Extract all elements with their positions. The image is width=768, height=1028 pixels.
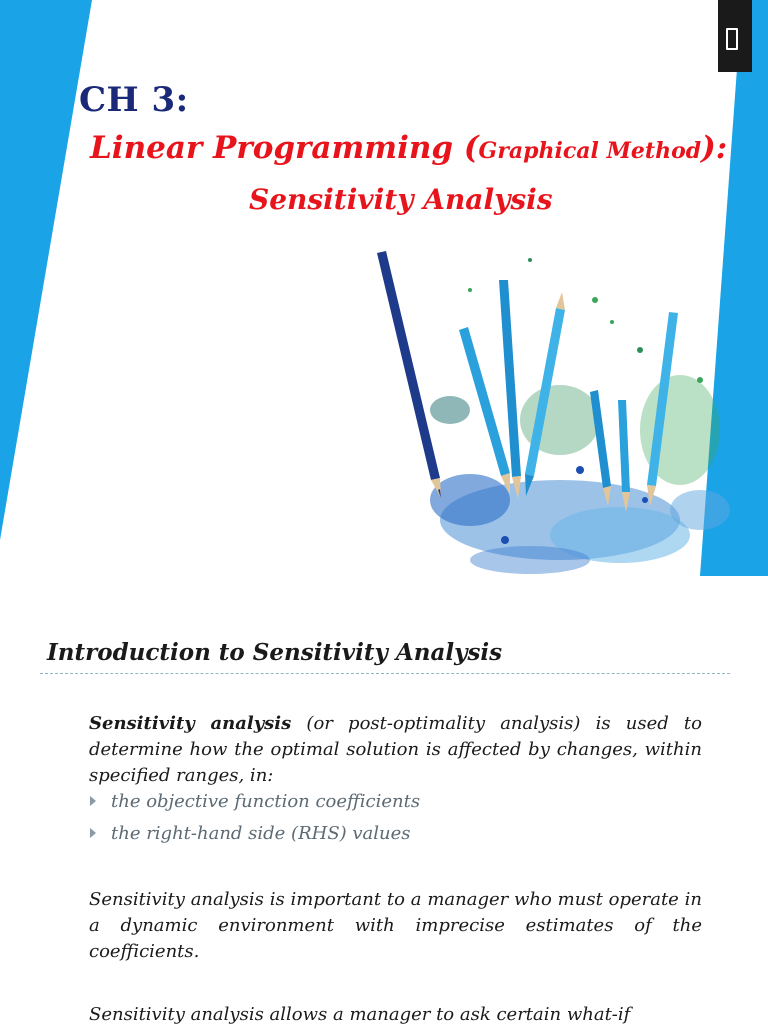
- bullet-list: [89, 791, 420, 855]
- bullet-arrow-icon: [90, 828, 96, 838]
- title-paren-open: (: [463, 130, 479, 166]
- pencil-shavings-image: [430, 258, 730, 574]
- bullet-text: the right-hand side (RHS) values: [111, 823, 411, 844]
- heading-divider: [40, 673, 730, 674]
- slide-corner-marker: [718, 0, 752, 72]
- paragraph-definition: [89, 711, 702, 789]
- right-blue-band: [700, 0, 768, 576]
- blue-pencils-image: [377, 251, 678, 512]
- corner-glyph-icon: [726, 28, 738, 50]
- list-item: [89, 791, 420, 823]
- slide-title: [90, 130, 727, 166]
- title-paren-text: Graphical Method: [478, 138, 702, 164]
- section-heading: Introduction to Sensitivity Analysis: [47, 639, 503, 666]
- term-bold: Sensitivity analysis: [89, 713, 292, 734]
- chapter-label: CH 3:: [79, 80, 189, 120]
- slide-subtitle: Sensitivity Analysis: [249, 183, 553, 216]
- list-item: [89, 823, 420, 855]
- definition-text: (or post-optimality analysis) is used to determine how the optimal solution is affected by changes, within specified ranges, in:: [89, 713, 702, 786]
- bullet-arrow-icon: [90, 796, 96, 806]
- content-slide: [0, 576, 768, 1024]
- paragraph-importance: Sensitivity analysis is important to a manager who must operate in a dynamic environment with imprecise estimates of the coefficients.: [89, 889, 702, 962]
- title-main-text: Linear Programming: [90, 130, 454, 166]
- bullet-text: the objective function coefficients: [111, 791, 421, 812]
- title-paren-close: ):: [701, 130, 728, 166]
- paragraph-what-if: Sensitivity analysis allows a manager to ask certain what-if: [89, 1004, 631, 1025]
